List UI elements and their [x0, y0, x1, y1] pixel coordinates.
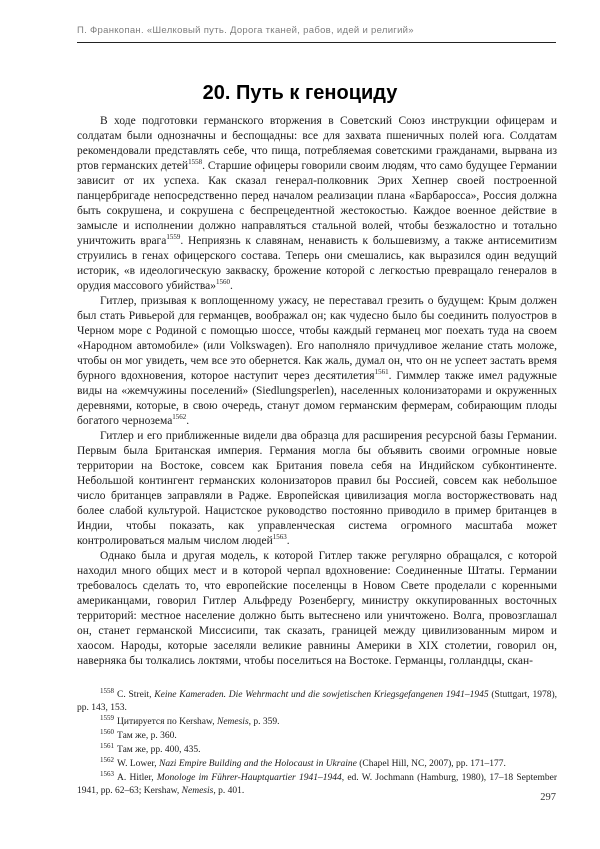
chapter-title: 20. Путь к геноциду — [202, 82, 398, 104]
paragraph: В ходе подготовки германского вторжения в Советский Союз инструкции офицерам и солдатам были однозначны и беспощадны: все для захвата пшеничных полей юга. Солдатам рекомендовали представлять себе, что пища, потребляемая советскими гражданами, вырвана из ртов германских детей$^{1558}$. Старшие офицеры говорили своим людям, что само будущее Германии зависит от их успеха. Как сказал генерал-полковник Эрих Хепнер своей построенной панцербригаде непосредственно перед началом реализации плана «Барбаросса», Россия должна быть сокрушена, и сокрушена с беспрецедентной жестокостью. Каждое военное действие в замысле и исполнении должно направляться стальной волей, чтобы безжалостно и тотально уничтожить врага$^{1559}$. Неприязнь к славянам, ненависть к большевизму, а также антисемитизм струились в генах офицерского состава. Теперь они смешались, как выразился один ведущий историк, «в идеологическую закваску, брожение которой с легкостью превращало генералов в орудия массового убийства»$^{1560}$. — [77, 115, 557, 292]
italic-text: Nemesis — [216, 717, 249, 727]
footnote: $^{1563}$ A. Hitler, Monologe im Führer-Hauptquartier 1941–1944, ed. W. Jochmann (Hamburg, 1980), 17–18 September 1941, pp. 62–63; Kershaw, Nemesis, p. 401. — [77, 769, 557, 796]
paragraph: Гитлер, призывая к воплощенному ужасу, не переставал грезить о будущем: Крым должен был стать Ривьерой для германцев, воображал он; как чудесно было бы соединить полуостров в Черном море с Родиной с помощью шоссе, чтобы каждый германец мог поехать туда на своем «Народном автомобиле» (или Volkswagen). Его наполняло причудливое желание стать моложе, чтобы он мог увидеть, чем все это обернется. Как жаль, думал он, что он не успеет застать время бурного вдохновения, которое наступит через десятилетия$^{1561}$. Гиммлер также имел радужные виды на «жемчужины поселений» (Siedlungsperlen), населенных колонизаторами и окруженных деревнями, которые, в свою очередь, станут домом германским фермерам, собирающим плоды богатого чернозема$^{1562}$. — [77, 295, 557, 427]
paragraph: Однако была и другая модель, к которой Гитлер также регулярно обращался, с которой находил много общих мест и в которой черпал вдохновение: Соединенные Штаты. Германии требовалось сделать то, что европейские поселенцы в Новом Свете проделали с коренными американцами, говорил Гитлер Альфреду Розенбергу, министру оккупированных восточных территорий: местное население должно быть вытеснено или уничтожено. Волга, провозглашал он, станет германской Миссисипи, так сказать, границей между цивилизованным миром и хаосом. Народы, которые заселяли великие равнины Америки в XIX столетии, говорил он, наверняка бы толкались локтями, чтобы поселиться на Востоке. Германцы, голландцы, скан- — [77, 550, 557, 667]
footnote: $^{1558}$ C. Streit, Keine Kameraden. Die Wehrmacht und die sowjetischen Kriegsgefangenen 1941–1945 (Stuttgart, 1978), pp. 143, 153. — [77, 686, 557, 713]
footnote-number: 1562 — [100, 755, 114, 764]
footnote: $^{1562}$ W. Lower, Nazi Empire Building and the Holocaust in Ukraine (Chapel Hill, NC, 2007), pp. 171–177. — [100, 755, 506, 769]
footnotes-section — [77, 686, 557, 799]
footnote-ref: 1561 — [374, 368, 389, 377]
footnote-ref: 1558 — [188, 158, 203, 167]
footnote-number: 1560 — [100, 727, 114, 736]
footnote: $^{1560}$ Там же, p. 360. — [100, 727, 177, 741]
footnote-number: 1563 — [100, 769, 114, 778]
italic-text: Nazi Empire Building and the Holocaust in Ukraine — [159, 759, 357, 769]
italic-text: Monologe im Führer-Hauptquartier 1941–1944 — [156, 773, 342, 783]
footnote-number: 1561 — [100, 741, 114, 750]
paragraph: Гитлер и его приближенные видели два образца для расширения ресурсной базы Германии. Первым была Британская империя. Германия могла бы объявить своими огромные новые территории на Востоке, совсем как Британия повела себя на Индийском субконтиненте. Небольшой контингент германских колонизаторов правил бы Россией, совсем как небольшое число британцев заправляли в Радже. Европейская цивилизация могла восторжествовать над более слабой культурой. Нацистское руководство постоянно приводило в пример британцев в Индии, чтобы показать, как управленческая система огромного масштаба может контролироваться малым числом людей$^{1563}$. — [77, 430, 557, 547]
page-number: 297 — [540, 792, 556, 803]
header-rule — [77, 42, 556, 43]
footnote-ref: 1559 — [166, 233, 181, 242]
italic-text: Nemesis — [181, 786, 214, 796]
body-paragraphs — [77, 114, 557, 669]
footnote: $^{1561}$ Там же, pp. 400, 435. — [100, 741, 201, 755]
footnote-ref: 1563 — [272, 533, 287, 542]
footnote-number: 1558 — [100, 686, 114, 695]
footnote-ref: 1562 — [172, 413, 187, 422]
footnote: $^{1559}$ Цитируется по Kershaw, Nemesis, p. 359. — [100, 713, 280, 727]
footnote-number: 1559 — [100, 713, 114, 722]
running-header-title: П. Франкопан. «Шелковый путь. Дорога тканей, рабов, идей и религий» — [77, 25, 414, 36]
footnote-ref: 1560 — [215, 278, 230, 287]
italic-text: Keine Kameraden. Die Wehrmacht und die sowjetischen Kriegsgefangenen 1941–1945 — [154, 690, 489, 700]
